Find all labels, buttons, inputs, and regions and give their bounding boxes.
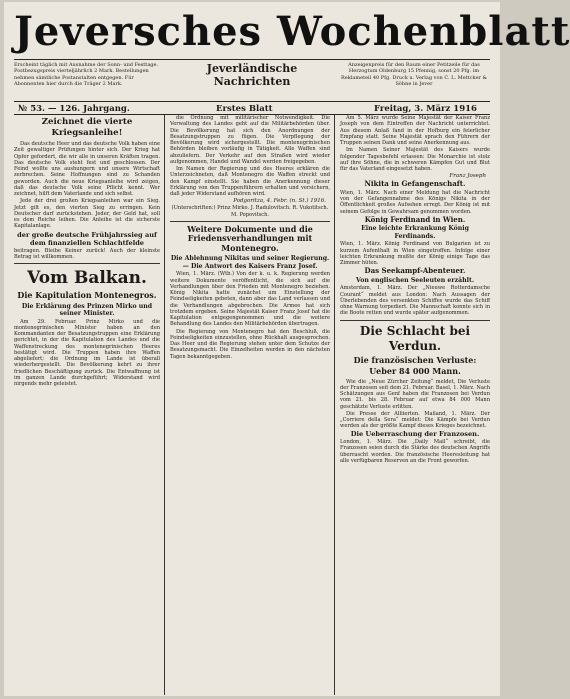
column-rule	[164, 115, 165, 695]
sheet-label: Erstes Blatt	[216, 104, 273, 114]
verdun-headline: Die Schlacht bei Verdun.	[359, 323, 471, 353]
dateline-top-rule	[14, 101, 490, 102]
montenegro-paragraph: Am 29. Februar. Prinz Mirko und die montenegrinischen Minister haben an den Kommandanten der Besatzungstruppen eine Erklärung gerichtet, in der die Kapitulation des Landes und die Waffenstreckung des montenegrinischen Heeres bestätigt wird. Die Truppen haben ihre Waffen abgeliefert; die Ordnung im Lande ist überall wiederhergestellt. Die Bevölkerung kehrt zu ihrer friedlichen Beschäftigung zurück. Die Entwaffnung ist im ganzen Lande durchgeführt; Widerstand wird nirgends mehr geleistet.	[14, 318, 160, 387]
issue-number: № 53. — 126. Jahrgang.	[18, 104, 130, 114]
issue-date: Freitag, 3. März 1916	[374, 104, 477, 114]
intro-paragraph: Im Namen Seiner Majestät des Kaisers wurde folgender Tagesbefehl erlassen: Die Monarchie ist stolz auf ihre Söhne, die in schweren Kämpfen Gut und Blut für das Vaterland eingesetzt haben.	[340, 147, 490, 172]
montenegro-headline: Die Kapitulation Montenegros.	[17, 290, 157, 300]
column-3	[340, 115, 490, 695]
subtitle-line1: Jeverländische	[206, 62, 298, 75]
war-loan-paragraph: Jede der drei großen Kriegsanleihen war ein Sieg. Jetzt gilt es, den vierten Sieg zu erringen. Kein Deutscher darf zurückstehen. Jeder, der Geld hat, soll es dem Reiche leihen. Die Anleihe ist die sicherste Kapitalanlage.	[14, 198, 160, 230]
signature-place: Podgoritza, 4. Febr. (n. St.) 1916.	[233, 198, 326, 205]
intro-paragraph: die Ordnung mit militärischer Notwendigkeit. Die Verwaltung des Landes geht auf die Militärbehörden über. Die Bevölkerung hat sich den Anordnungen der Besatzungstruppen zu fügen. Die Verpflegung der Bevölkerung wird sichergestellt. Die montenegrinischen Behörden bleiben vorläufig in Tätigkeit. Alle Waffen sind abzuliefern. Der Verkehr auf den Straßen wird wieder aufgenommen, Handel und Wandel werden freigegeben.	[170, 115, 330, 165]
nikita-headline: Nikita in Gefangenschaft.	[364, 179, 466, 189]
ferdinand-text: Wien, 1. März. König Ferdinand von Bulgarien ist zu kurzem Aufenthalt in Wien eingetroffen. Infolge einer leichten Erkrankung mußte der König einige Tage das Zimmer hüten.	[340, 241, 490, 266]
balkan-headline: Vom Balkan.	[27, 268, 147, 288]
masthead-rule	[14, 59, 490, 60]
documents-headline: Weitere Dokumente und die Friedensverhandlungen mit Montenegro.	[187, 223, 313, 253]
divider	[170, 221, 330, 222]
montenegro-subheadline: Die Erklärung des Prinzen Mirko und seiner Minister.	[21, 302, 153, 317]
intro-paragraph: Am 5. März wurde Seine Majestät der Kaiser Franz Joseph von dem Eintreffen der Nachricht unterrichtet. Aus diesem Anlaß fand in der Hofburg ein feierlicher Empfang statt. Seine Majestät sprach den Führern der Truppen seinen Dank und seine Anerkennung aus.	[340, 115, 490, 146]
signature-franz-joseph: Franz Joseph	[449, 173, 486, 180]
documents-subheadline: Die Ablehnung Nikitas und seiner Regierung. — Die Antwort des Kaisers Franz Josef.	[170, 255, 330, 270]
documents-text	[170, 271, 330, 360]
nikita-text: Wien, 1. März. Nach einer Meldung hat die Nachricht von der Gefangennahme des Königs Nikita in der Öffentlichkeit großes Aufsehen erregt. Der König ist mit seinem Gefolge in Gewahrsam genommen worden.	[340, 189, 490, 215]
masthead-title: Jeversches Wochenblatt	[14, 8, 570, 55]
signature-names: (Unterschriften:) Prinz Mirko. J. Radulovitsch. R. Vukotitsch. M. Popovitsch.	[171, 205, 329, 218]
subscription-box: Erscheint täglich mit Ausnahme der Sonn- und Festtage. Postbezugspreis vierteljährlich 2 Mark. Bestellungen nehmen sämtliche Postanstalten entgegen. Für Abonnenten hier durch die Träger 2 Mark.	[14, 62, 159, 87]
newspaper-page	[4, 2, 570, 696]
verdun-text	[340, 379, 490, 430]
intro-paragraph: Im Namen der Regierung und des Heeres erklären die Unterzeichneten, daß Montenegro die Waffen streckt und den Kampf einstellt. Sie haben die Anerkennung dieser Erklärung von den Truppenführern erhalten und versichern, daß jeder Widerstand aufhören wird.	[170, 166, 330, 197]
french-surprise-headline: Die Ueberraschung der Franzosen.	[350, 429, 480, 438]
subtitle	[174, 62, 330, 88]
column-rule	[334, 115, 335, 695]
verdun-paragraph: Die Presse der Alliierten. Mailand, 1. März. Der „Corriere della Sera“ meldet: Die Kämpfe bei Verdun werden als der größte Kampf dieses Krieges bezeichnet.	[340, 410, 490, 430]
seakill-headline: Das Seekampf-Abenteuer.	[364, 266, 466, 276]
column-2	[170, 115, 330, 695]
seakill-subheadline: Von englischen Seeleuten erzählt.	[356, 276, 474, 284]
divider	[340, 320, 490, 321]
column-2-intro	[170, 115, 330, 197]
war-loan-headline: Zeichnet die vierte Kriegsanleihe!	[41, 117, 133, 138]
advert-price-box: Anzeigenpreis für den Raum einer Petitzeile für das Herzogtum Oldenburg 15 Pfennig, sonst 20 Pfg. im Reklameteil 40 Pfg. Druck u. Verlag von C. L. Mettcker & Söhne in Jever	[341, 62, 487, 87]
column-1	[14, 115, 160, 695]
ferdinand-headline: König Ferdinand in Wien.	[364, 214, 466, 224]
war-loan-quote: der große deutsche Frühjahrssieg auf dem finanziellen Schlachtfelde	[17, 230, 157, 247]
column-3-intro	[340, 115, 490, 172]
verdun-losses: Ueber 84 000 Mann.	[369, 366, 461, 376]
ferdinand-subheadline: Eine leichte Erkrankung König Ferdinands.	[361, 225, 469, 240]
documents-paragraph: Die Regierung von Montenegro hat den Beschluß, die Feindseligkeiten einzustellen, ohne Rückhalt ausgesprochen. Das Heer und die Regierung stehen unter dem Schutze der Besatzungsmacht. Die Einzelheiten werden in den nächsten Tagen bekanntgegeben.	[170, 328, 330, 360]
subtitle-line2: Nachrichten	[213, 75, 291, 88]
war-loan-paragraph: Das deutsche Heer und das deutsche Volk haben eine Zeit gewaltiger Prüfungen hinter sich. Der Krieg hat Opfer gefordert, die wir alle in unseren Kräften tragen. Das deutsche Volk steht fest und geschlossen. Der Feind wollte uns aushungern und unsere Wirtschaft zerbrechen. Seine Hoffnungen sind zu Schanden geworden. Auch die neue Kriegsanleihe wird zeigen, daß das deutsche Volk seine Pflicht kennt. Wer zeichnet, hilft dem Vaterlande und sich selbst.	[14, 141, 160, 197]
montenegro-text	[14, 319, 160, 388]
seakill-text: Amsterdam, 1. März. Der „Nieuwe Rotterdamsche Courant“ meldet aus London: Nach Aussagen der Überlebenden des versenkten Schiffes wurde das Schiff ohne Warnung torpediert. Die Mannschaft konnte sich in die Boote retten und wurde später aufgenommen.	[340, 285, 490, 317]
documents-paragraph: Wien, 1. März. (Wtb.) Von der k. u. k. Regierung werden weitere Dokumente veröffentlicht, die sich auf die Verhandlungen über den Frieden mit Montenegro beziehen. König Nikita hatte zunächst um Einstellung der Feindseligkeiten gebeten, dann aber das Land verlassen und die Verhandlungen abgebrochen. Die Armee hat sich trotzdem ergeben. Seine Majestät Kaiser Franz Josef hat die Kapitulation entgegengenommen und die weitere Behandlung des Landes den Militärbehörden übertragen.	[170, 271, 330, 328]
war-loan-tail: beitragen. Bleibe Keiner zurück! Auch der kleinste Betrag ist willkommen.	[14, 247, 160, 260]
french-surprise-text: London, 1. März. Die „Daily Mail“ schreibt, die Franzosen seien durch die Stärke des deutschen Angriffs überrascht worden. Die französische Heeresleitung hat alle verfügbaren Reserven an die Front geworfen.	[340, 439, 490, 464]
verdun-paragraph: Wie die „Neue Zürcher Zeitung“ meldet, Die Verluste der Franzosen seit dem 21. Februar. Basel, 1. März. Nach Schätzungen aus Genf haben die Franzosen bei Verdun vom 21. bis 28. Februar auf etwa 84 000 Mann geschätzte Verluste erlitten.	[340, 378, 490, 410]
divider	[14, 263, 160, 264]
war-loan-text	[14, 141, 160, 230]
verdun-subheadline: Die französischen Verluste:	[353, 354, 477, 365]
